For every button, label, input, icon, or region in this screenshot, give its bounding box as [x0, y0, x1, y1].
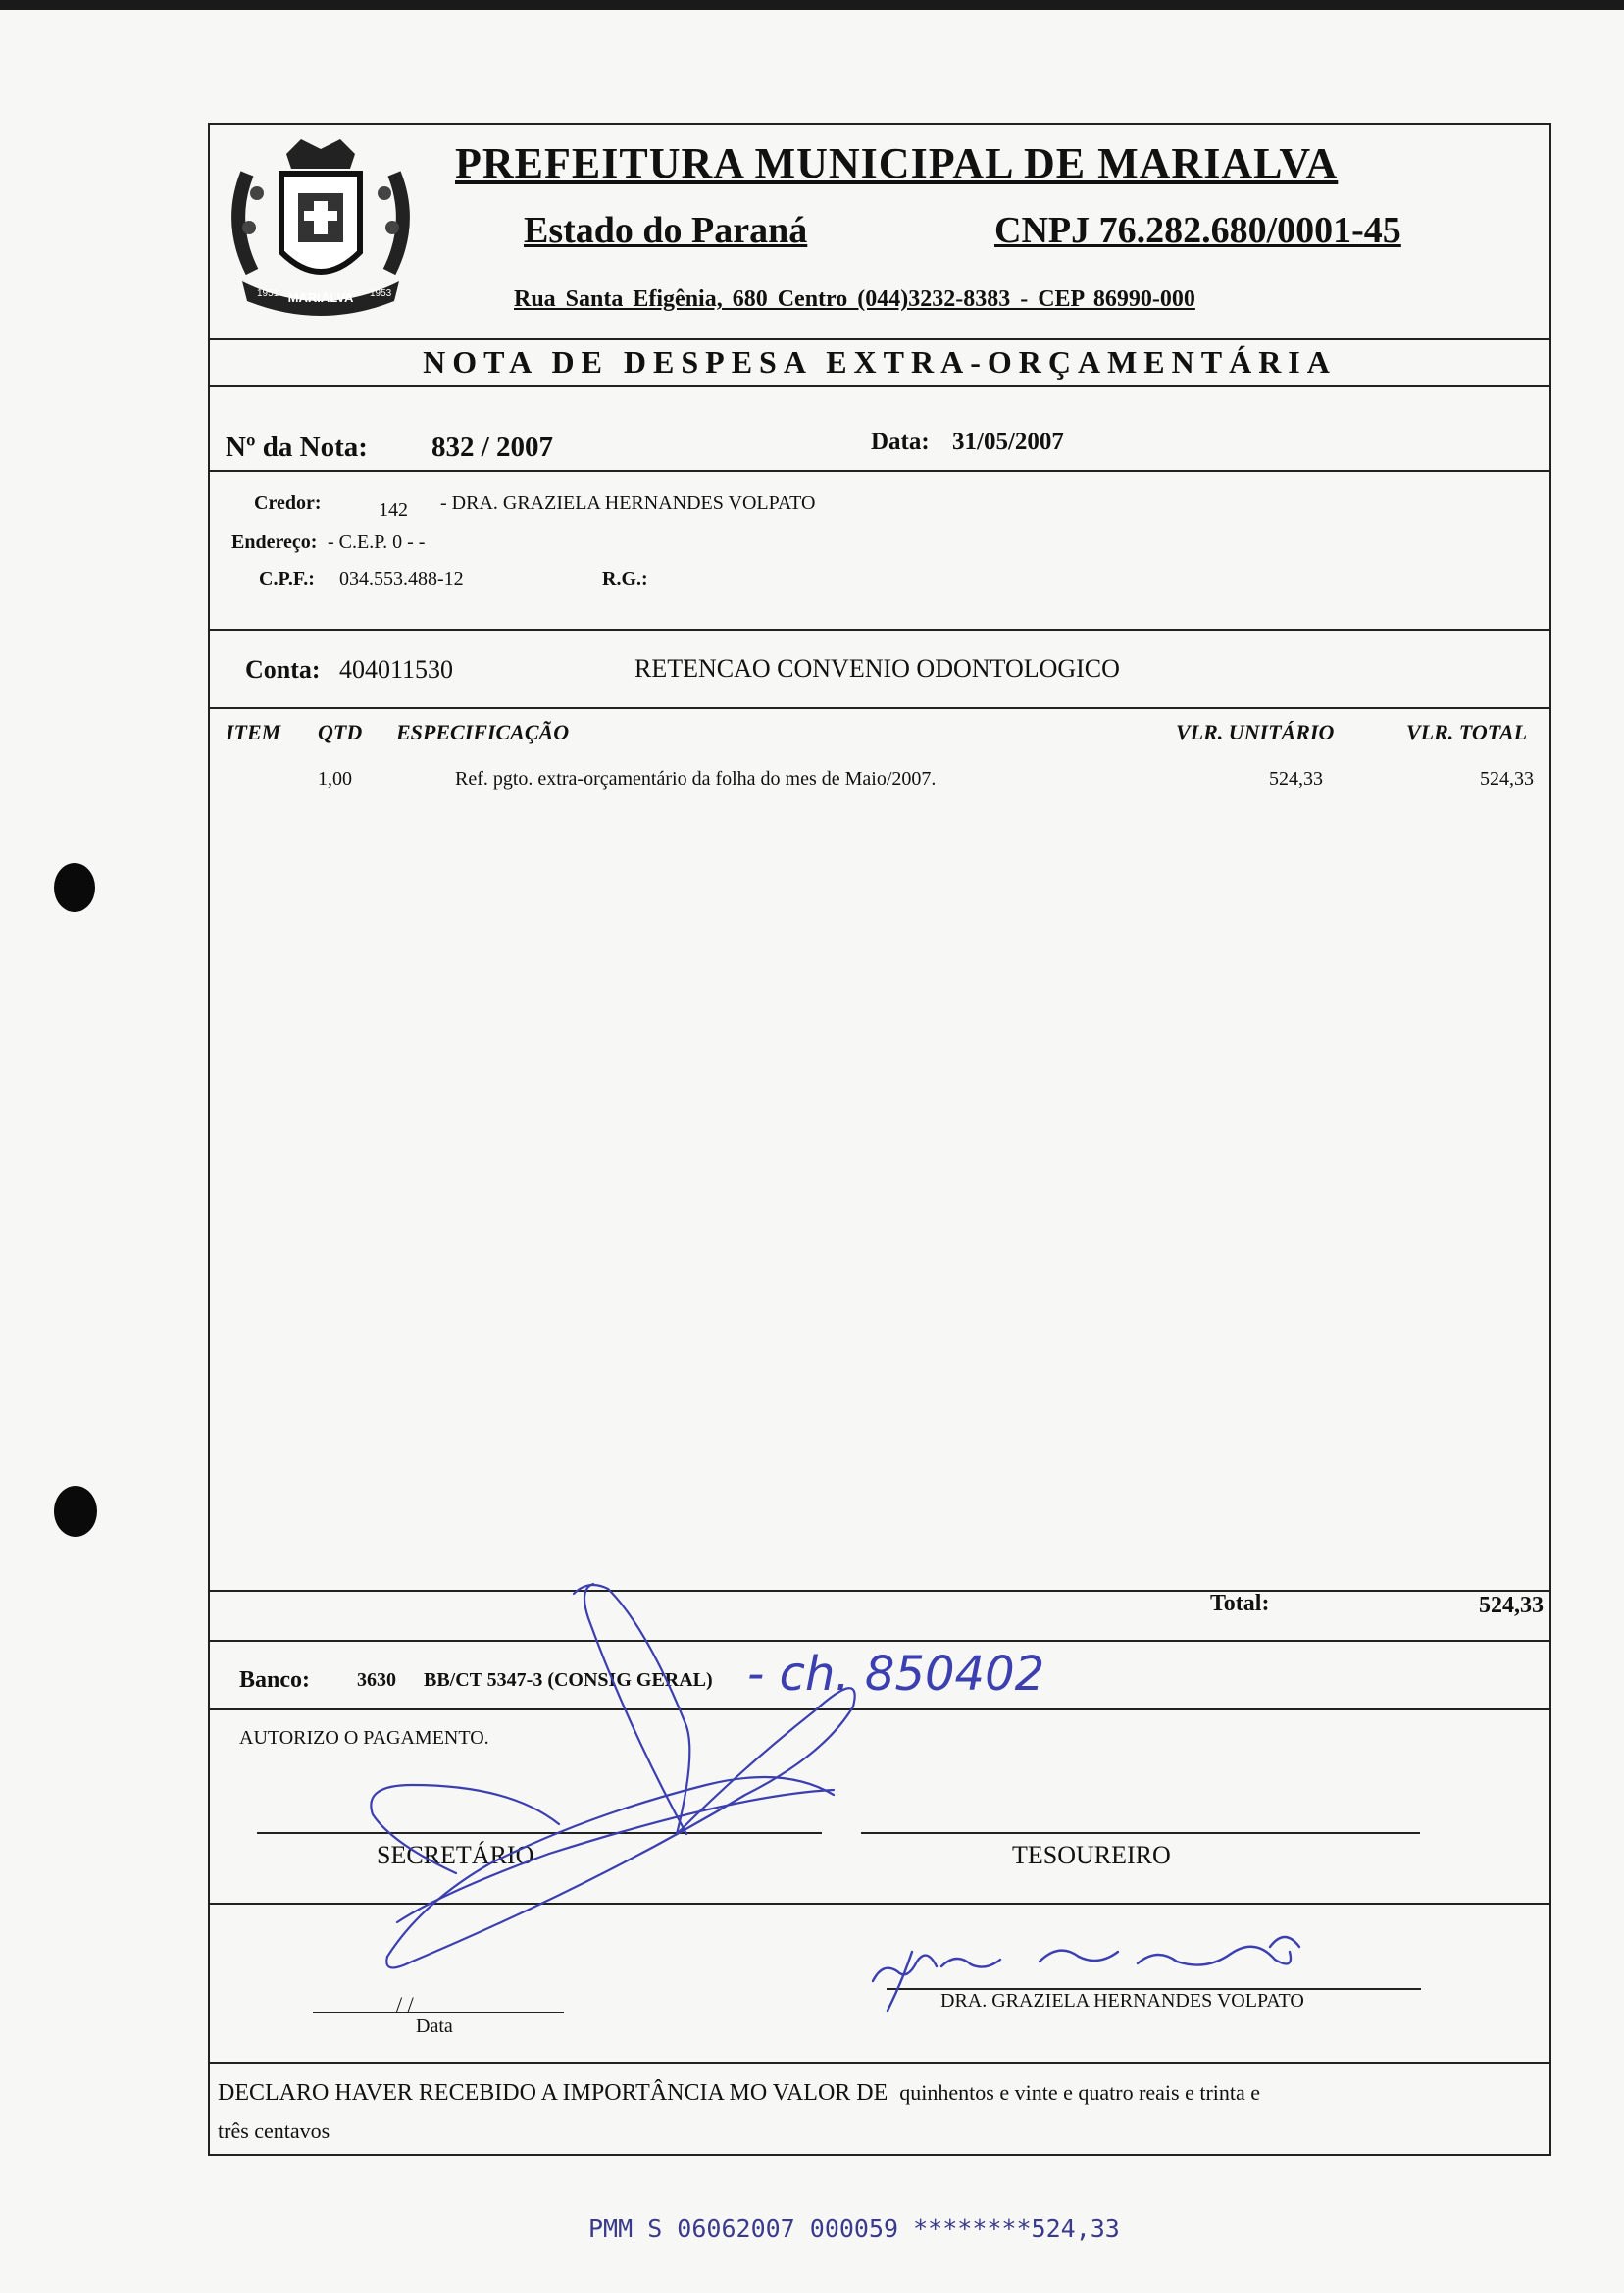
banco-account: BB/CT 5347-3 (CONSIG GERAL) — [424, 1669, 713, 1691]
date-slashes: / / — [396, 1992, 414, 2016]
credor-name: - DRA. GRAZIELA HERNANDES VOLPATO — [440, 492, 816, 514]
crest-label: MARIALVA — [287, 290, 354, 305]
col-spec: ESPECIFICAÇÃO — [396, 720, 570, 744]
credor-code: 142 — [379, 499, 408, 521]
amount-in-words: quinhentos e vinte e quatro reais e trinta e — [899, 2080, 1261, 2105]
conta-description: RETENCAO CONVENIO ODONTOLOGICO — [634, 654, 1120, 683]
row-total-value: 524,33 — [1480, 768, 1534, 790]
authorization-text: AUTORIZO O PAGAMENTO. — [239, 1727, 489, 1749]
recipient-signature-text: Maria Lúcia Marcello — [1216, 1971, 1225, 1972]
endereco-label: Endereço: — [231, 532, 318, 553]
banco-code: 3630 — [357, 1669, 396, 1691]
total-value: 524,33 — [1479, 1593, 1544, 1618]
address: Rua Santa Efigênia, 680 Centro (044)3232-8383 - CEP 86990-000 — [514, 286, 1195, 312]
conta-number: 404011530 — [339, 655, 454, 684]
total-label: Total: — [1210, 1591, 1270, 1616]
credor-label: Credor: — [254, 492, 322, 514]
banco-label: Banco: — [239, 1667, 310, 1693]
cnpj: CNPJ 76.282.680/0001-45 — [994, 210, 1401, 251]
state-name: Estado do Paraná — [524, 210, 808, 251]
endereco-value: - C.E.P. 0 - - — [328, 532, 426, 553]
secretario-label: SECRETÁRIO — [377, 1841, 534, 1869]
crest-year-left: 1951 — [257, 288, 279, 299]
handwritten-check-number: - ch. 850402 — [747, 1647, 1045, 1702]
row-spec: Ref. pgto. extra-orçamentário da folha do mes de Maio/2007. — [455, 768, 937, 790]
document-title: NOTA DE DESPESA EXTRA-ORÇAMENTÁRIA — [423, 344, 1337, 380]
row-unit-value: 524,33 — [1269, 768, 1323, 790]
amount-in-words-continued: três centavos — [218, 2118, 330, 2143]
cpf-value: 034.553.488-12 — [339, 568, 464, 589]
municipality-title: PREFEITURA MUNICIPAL DE MARIALVA — [455, 139, 1339, 187]
nota-number-label: Nº da Nota: — [226, 432, 368, 463]
declaration-statement: DECLARO HAVER RECEBIDO A IMPORTÂNCIA MO VALOR DE — [218, 2080, 888, 2106]
row-qtd: 1,00 — [318, 768, 352, 790]
crest-year-right: 1953 — [370, 288, 392, 299]
recipient-name: DRA. GRAZIELA HERNANDES VOLPATO — [940, 1990, 1304, 2012]
nota-number: 832 / 2007 — [431, 432, 554, 463]
payment-stamp: PMM S 06062007 000059 ********524,33 — [588, 2215, 1120, 2243]
data-label: Data — [416, 2015, 453, 2037]
date-value: 31/05/2007 — [952, 429, 1064, 455]
col-qtd: QTD — [318, 720, 363, 744]
date-label: Data: — [871, 429, 930, 455]
tesoureiro-label: TESOUREIRO — [1012, 1841, 1171, 1869]
rg-label: R.G.: — [602, 568, 648, 589]
col-unit-value: VLR. UNITÁRIO — [1176, 720, 1335, 744]
conta-label: Conta: — [245, 655, 321, 684]
col-item: ITEM — [226, 720, 281, 744]
cpf-label: C.P.F.: — [259, 568, 315, 589]
col-total-value: VLR. TOTAL — [1406, 720, 1528, 744]
